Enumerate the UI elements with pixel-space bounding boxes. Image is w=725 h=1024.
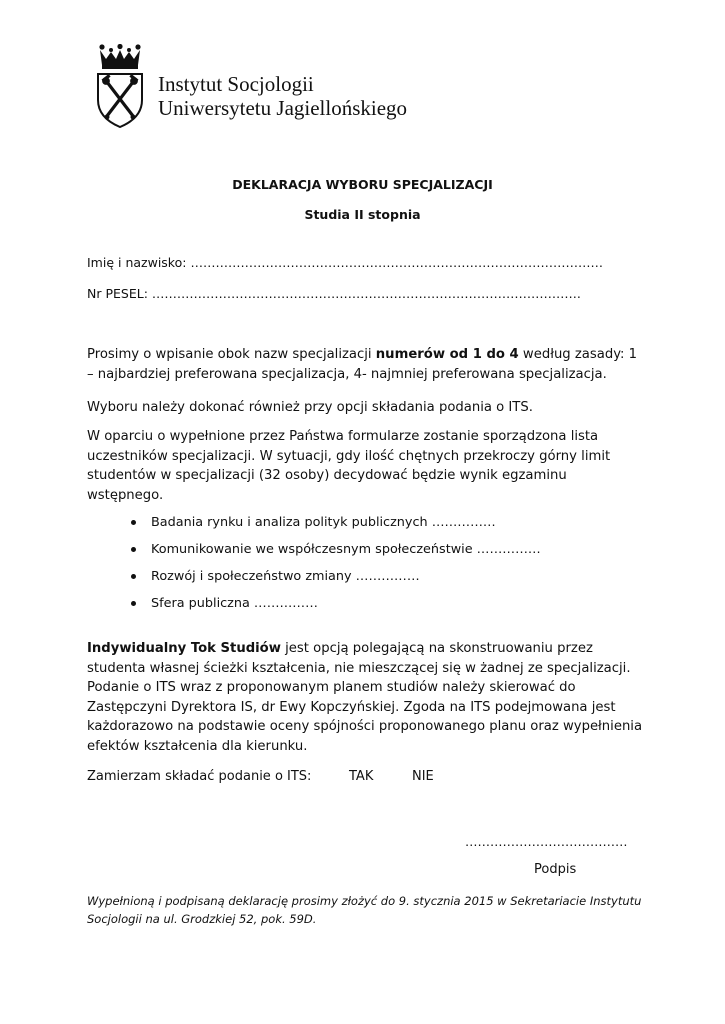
list-item[interactable] bbox=[128, 513, 541, 540]
institute-name-line1: Instytut Socjologii bbox=[158, 72, 314, 96]
bullet-icon bbox=[131, 520, 136, 525]
pesel-label: Nr PESEL: bbox=[87, 286, 148, 301]
its-description-bold: Indywidualny Tok Studiów bbox=[87, 641, 281, 656]
specialization-label: Badania rynku i analiza polityk publicznych …………… bbox=[151, 515, 496, 530]
specialization-label: Sfera publiczna …………… bbox=[151, 596, 318, 611]
signature-label: Podpis bbox=[534, 862, 577, 877]
bullet-icon bbox=[131, 574, 136, 579]
name-field[interactable] bbox=[87, 255, 603, 270]
list-item[interactable] bbox=[128, 540, 541, 567]
name-label: Imię i nazwisko: bbox=[87, 255, 187, 270]
intro-text-1: Prosimy o wpisanie obok nazw specjalizacji bbox=[87, 347, 376, 362]
selection-note-paragraph: W oparciu o wypełnione przez Państwa formularze zostanie sporządzona lista uczestników specjalizacji. W sytuacji, gdy ilość chętnych przekroczy górny limit studentów w specjalizacji (32 osoby) decydować będzie wynik egzaminu wstępnego. bbox=[87, 429, 611, 503]
its-description-text: jest opcją polegającą na skonstruowaniu przez studenta własnej ścieżki kształcenia, nie mieszczącej się w żadnej ze specjalizacji. Podanie o ITS wraz z proponowanym planem studiów należy skierować do Zastępczyni Dyrektora IS, dr Ewy Kopczyńskiej. Zgoda na ITS podejmowana jest każdorazowo na podstawie oceny spójności proponowanego planu oraz wypełnienia efektów kształcenia dla kierunku. bbox=[87, 641, 643, 754]
signature-dots[interactable]: ………………………………… bbox=[465, 834, 628, 849]
pesel-field[interactable] bbox=[87, 286, 581, 301]
document-subtitle: Studia II stopnia bbox=[304, 207, 421, 222]
intro-bold: numerów od 1 do 4 bbox=[375, 347, 519, 362]
its-question-label: Zamierzam składać podanie o ITS: bbox=[87, 769, 312, 784]
bullet-icon bbox=[131, 601, 136, 606]
specialization-list bbox=[128, 513, 541, 621]
name-dots: ……………………………………………………………………………………… bbox=[190, 255, 603, 270]
its-yes-option[interactable]: TAK bbox=[349, 769, 374, 784]
bullet-icon bbox=[131, 547, 136, 552]
specialization-label: Rozwój i społeczeństwo zmiany …………… bbox=[151, 569, 420, 584]
footer-note: Wypełnioną i podpisaną deklarację prosimy złożyć do 9. stycznia 2015 w Sekretariacie Instytutu Socjologii na ul. Grodzkiej 52, pok. 59D. bbox=[87, 894, 642, 926]
jagiellonian-crest-icon bbox=[94, 44, 146, 128]
its-note-paragraph: Wyboru należy dokonać również przy opcji składania podania o ITS. bbox=[87, 400, 533, 415]
specialization-label: Komunikowanie we współczesnym społeczeństwie …………… bbox=[151, 542, 541, 557]
list-item[interactable] bbox=[128, 567, 541, 594]
pesel-dots: …………………………………………………………………………………………. bbox=[151, 286, 581, 301]
its-description-paragraph bbox=[87, 639, 647, 756]
its-no-option[interactable]: NIE bbox=[412, 769, 434, 784]
institute-name-line2: Uniwersytetu Jagiellońskiego bbox=[158, 96, 408, 120]
intro-text-2: według zasady: 1 – najbardziej preferowana specjalizacja, 4- najmniej preferowana specjalizacja. bbox=[87, 347, 638, 382]
list-item[interactable] bbox=[128, 594, 541, 621]
document-title: DEKLARACJA WYBORU SPECJALIZACJI bbox=[232, 177, 493, 192]
intro-paragraph bbox=[87, 345, 647, 384]
